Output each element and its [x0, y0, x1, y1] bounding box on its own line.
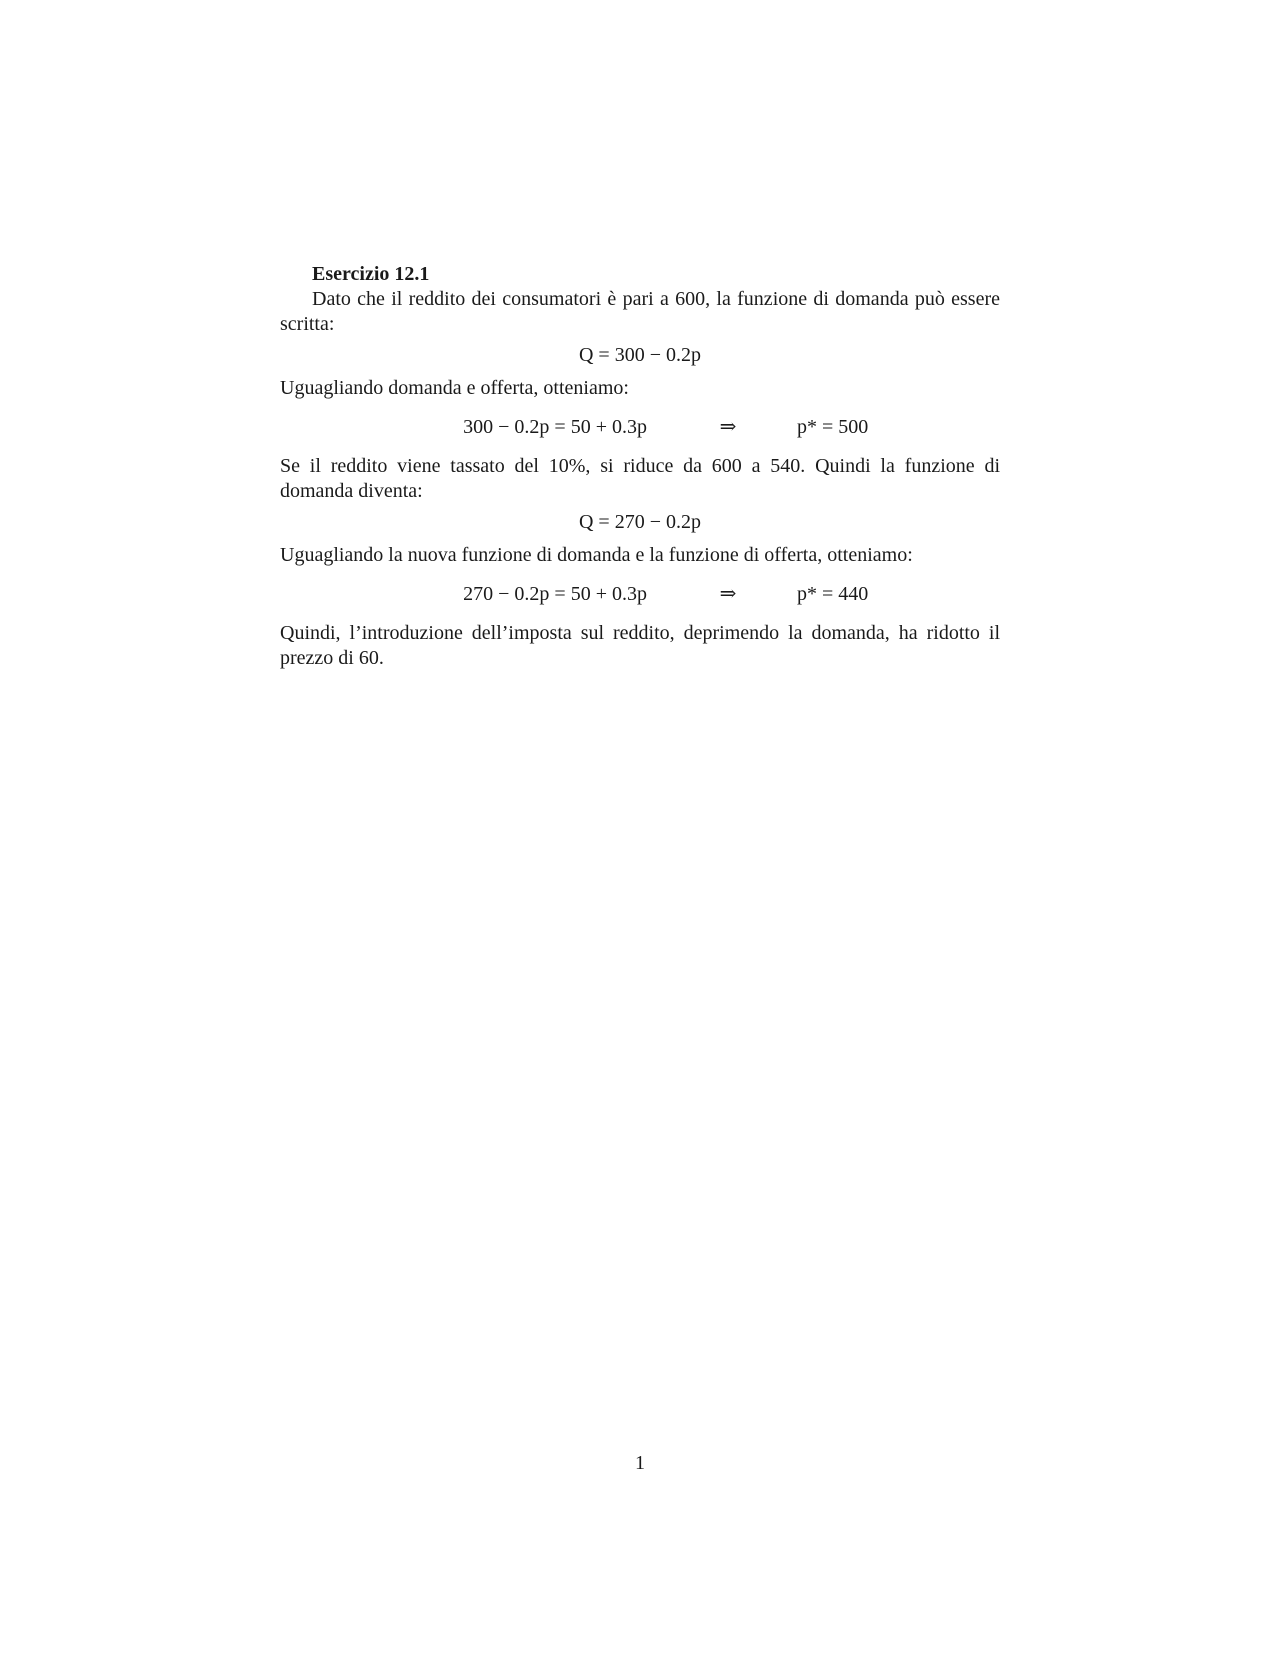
paragraph-income-demand: Dato che il reddito dei consumatori è pari a 600, la funzione di domanda può essere scritta:	[280, 288, 1000, 335]
page-number: 1	[635, 1452, 645, 1474]
equation-equilibrium-taxed	[280, 582, 1000, 607]
equation-demand-taxed: Q = 270 − 0.2p	[578, 511, 701, 533]
paragraph-equate-new: Uguagliando la nuova funzione di domanda e la funzione di offerta, otteniamo:	[280, 544, 913, 566]
implies-arrow: ⇒	[719, 416, 737, 438]
paragraph-conclusion: Quindi, l’introduzione dell’imposta sul reddito, deprimendo la domanda, ha ridotto il prezzo di 60.	[280, 622, 1000, 669]
implies-arrow: ⇒	[719, 583, 737, 605]
paragraph-tax: Se il reddito viene tassato del 10%, si riduce da 600 a 540. Quindi la funzione di domanda diventa:	[280, 455, 1000, 502]
equation-lhs: 300 − 0.2p = 50 + 0.3p	[463, 416, 647, 438]
document-body	[280, 262, 1000, 671]
equation-result: p* = 440	[797, 583, 869, 605]
equation-equilibrium-initial	[280, 415, 1000, 440]
equation-demand-initial: Q = 300 − 0.2p	[578, 344, 701, 366]
paragraph-equate: Uguagliando domanda e offerta, otteniamo:	[280, 377, 629, 399]
equation-result: p* = 500	[797, 416, 869, 438]
exercise-heading: Esercizio 12.1	[312, 263, 430, 285]
equation-lhs: 270 − 0.2p = 50 + 0.3p	[463, 583, 647, 605]
